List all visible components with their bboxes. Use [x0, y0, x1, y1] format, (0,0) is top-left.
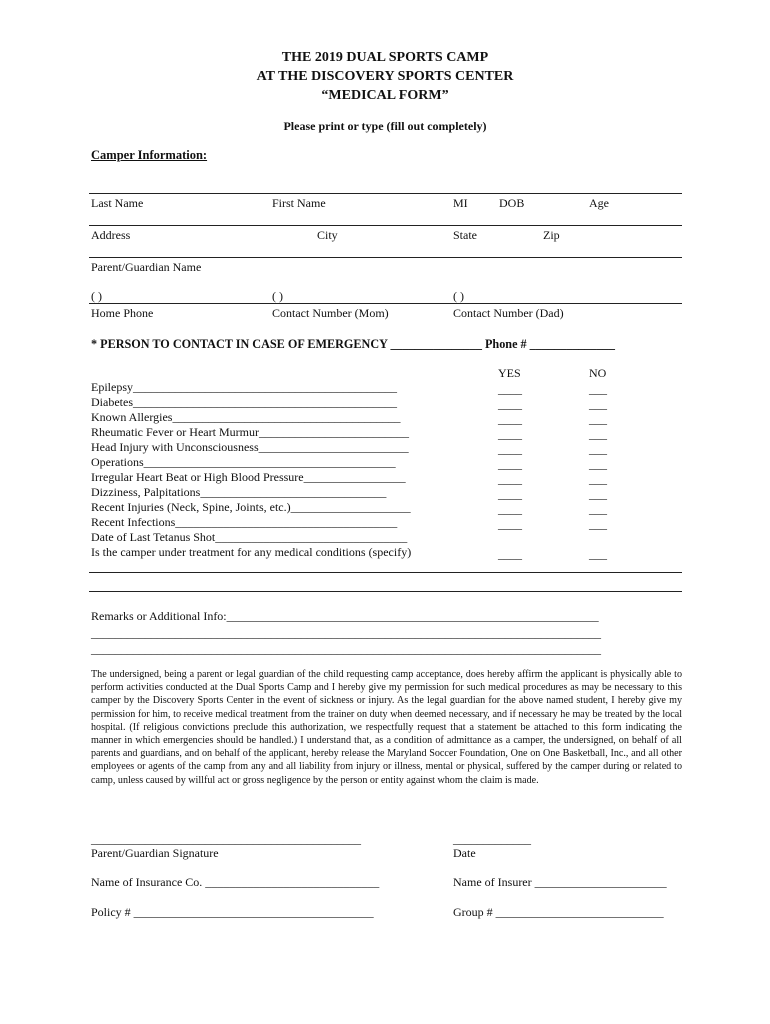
- specify-line[interactable]: [89, 572, 682, 573]
- parent-name-field[interactable]: Parent/Guardian Name: [91, 260, 202, 274]
- no-checkbox-blank[interactable]: ___: [589, 472, 607, 486]
- camper-info-heading: Camper Information:: [91, 148, 208, 162]
- emergency-contact-line[interactable]: * PERSON TO CONTACT IN CASE OF EMERGENCY _______________ Phone # ______________: [91, 337, 615, 351]
- no-checkbox-blank[interactable]: ___: [589, 547, 607, 561]
- yes-checkbox-blank[interactable]: ____: [498, 517, 522, 531]
- condition-item: Recent Injuries (Neck, Spine, Joints, etc.)____________________: [91, 500, 411, 514]
- yes-checkbox-blank[interactable]: ____: [498, 502, 522, 516]
- no-checkbox-blank[interactable]: ___: [589, 397, 607, 411]
- signature-line[interactable]: _____________________________________________: [91, 832, 361, 846]
- yes-checkbox-blank[interactable]: ____: [498, 472, 522, 486]
- group-number-field[interactable]: Group # ____________________________: [453, 905, 664, 919]
- yes-checkbox-blank[interactable]: ____: [498, 457, 522, 471]
- form-rule: [89, 225, 682, 226]
- mom-phone-area-code[interactable]: ( ): [272, 289, 283, 303]
- yes-checkbox-blank[interactable]: ____: [498, 397, 522, 411]
- home-phone-area-code[interactable]: ( ): [91, 289, 102, 303]
- remarks-line[interactable]: _____________________________________________________________________________________: [91, 642, 601, 656]
- date-label: Date: [453, 846, 476, 860]
- zip-field[interactable]: Zip: [543, 228, 560, 242]
- yes-checkbox-blank[interactable]: ____: [498, 427, 522, 441]
- yes-checkbox-blank[interactable]: ____: [498, 382, 522, 396]
- dad-phone-label: Contact Number (Dad): [453, 306, 564, 320]
- condition-item: Head Injury with Unconsciousness_________________________: [91, 440, 409, 454]
- no-checkbox-blank[interactable]: ___: [589, 487, 607, 501]
- insurance-company-field[interactable]: Name of Insurance Co. _____________________________: [91, 875, 380, 889]
- condition-item: Irregular Heart Beat or High Blood Pressure_________________: [91, 470, 406, 484]
- no-column-header: NO: [589, 366, 607, 380]
- condition-item: Diabetes____________________________________________: [91, 395, 397, 409]
- signature-label: Parent/Guardian Signature: [91, 846, 219, 860]
- state-field[interactable]: State: [453, 228, 477, 242]
- no-checkbox-blank[interactable]: ___: [589, 382, 607, 396]
- dob-field[interactable]: DOB: [499, 196, 525, 210]
- dad-phone-area-code[interactable]: ( ): [453, 289, 464, 303]
- yes-checkbox-blank[interactable]: ____: [498, 442, 522, 456]
- specify-line[interactable]: [89, 591, 682, 592]
- no-checkbox-blank[interactable]: ___: [589, 517, 607, 531]
- condition-item: Dizziness, Palpitations_______________________________: [91, 485, 387, 499]
- yes-checkbox-blank[interactable]: ____: [498, 487, 522, 501]
- no-checkbox-blank[interactable]: ___: [589, 412, 607, 426]
- city-field[interactable]: City: [317, 228, 338, 242]
- insurer-name-field[interactable]: Name of Insurer ______________________: [453, 875, 667, 889]
- no-checkbox-blank[interactable]: ___: [589, 457, 607, 471]
- form-instructions: Please print or type (fill out completely): [283, 119, 487, 133]
- consent-release-paragraph: The undersigned, being a parent or legal guardian of the child requesting camp acceptance, does hereby affirm the applicant is physically able to perform activities conducted at the Dual Sports Camp and I hereby give my permission for such medical procedures as may be necessary to this camper by the Discovery Sports Center in the event of sickness or injury. As the legal guardian for the above named student, I hereby give my permission for him, to receive medical treatment from the trainer on duty when deemed necessary, and if necessary he may be treated by the local hospital. (If religious convictions preclude this authorization, we respectfully request that a statement be attached to this form indicating the manner in which emergencies should be handled.) I understand that, as a condition of admittance as a camper, the undersigned, on behalf of all parents and guardians, and on behalf of the applicant, hereby release the Maryland Soccer Foundation, One on One Basketball, Inc., and all other employees or agents of the camp from any and all liability from injury or illness, mental or physical, suffered by the camper during or related to camp, unless caused by willful act or gross negligence by the person or entity against whom the claim is made.: [91, 669, 682, 786]
- yes-column-header: YES: [498, 366, 521, 380]
- condition-item: Epilepsy____________________________________________: [91, 380, 397, 394]
- remarks-line[interactable]: _____________________________________________________________________________________: [91, 626, 601, 640]
- form-rule: [89, 193, 682, 194]
- no-checkbox-blank[interactable]: ___: [589, 427, 607, 441]
- address-field[interactable]: Address: [91, 228, 131, 242]
- yes-checkbox-blank[interactable]: ____: [498, 412, 522, 426]
- condition-item: Is the camper under treatment for any medical conditions (specify): [91, 545, 412, 559]
- policy-number-field[interactable]: Policy # ________________________________________: [91, 905, 374, 919]
- date-line[interactable]: _____________: [453, 832, 531, 846]
- form-title-line2: AT THE DISCOVERY SPORTS CENTER: [256, 69, 514, 84]
- remarks-field[interactable]: Remarks or Additional Info:______________________________________________________________: [91, 609, 599, 623]
- mom-phone-label: Contact Number (Mom): [272, 306, 389, 320]
- form-rule: [89, 257, 682, 258]
- condition-item: Recent Infections_____________________________________: [91, 515, 398, 529]
- condition-item: Known Allergies______________________________________: [91, 410, 401, 424]
- age-field[interactable]: Age: [589, 196, 609, 210]
- condition-item: Rheumatic Fever or Heart Murmur_________________________: [91, 425, 409, 439]
- first-name-field[interactable]: First Name: [272, 196, 326, 210]
- no-checkbox-blank[interactable]: ___: [589, 442, 607, 456]
- form-title-line3: “MEDICAL FORM”: [321, 88, 449, 103]
- form-rule: [89, 303, 682, 304]
- mi-field[interactable]: MI: [453, 196, 468, 210]
- form-title-line1: THE 2019 DUAL SPORTS CAMP: [281, 50, 489, 65]
- no-checkbox-blank[interactable]: ___: [589, 502, 607, 516]
- condition-item: Date of Last Tetanus Shot________________________________: [91, 530, 408, 544]
- condition-item: Operations__________________________________________: [91, 455, 396, 469]
- yes-checkbox-blank[interactable]: ____: [498, 547, 522, 561]
- home-phone-label: Home Phone: [91, 306, 154, 320]
- last-name-field[interactable]: Last Name: [91, 196, 144, 210]
